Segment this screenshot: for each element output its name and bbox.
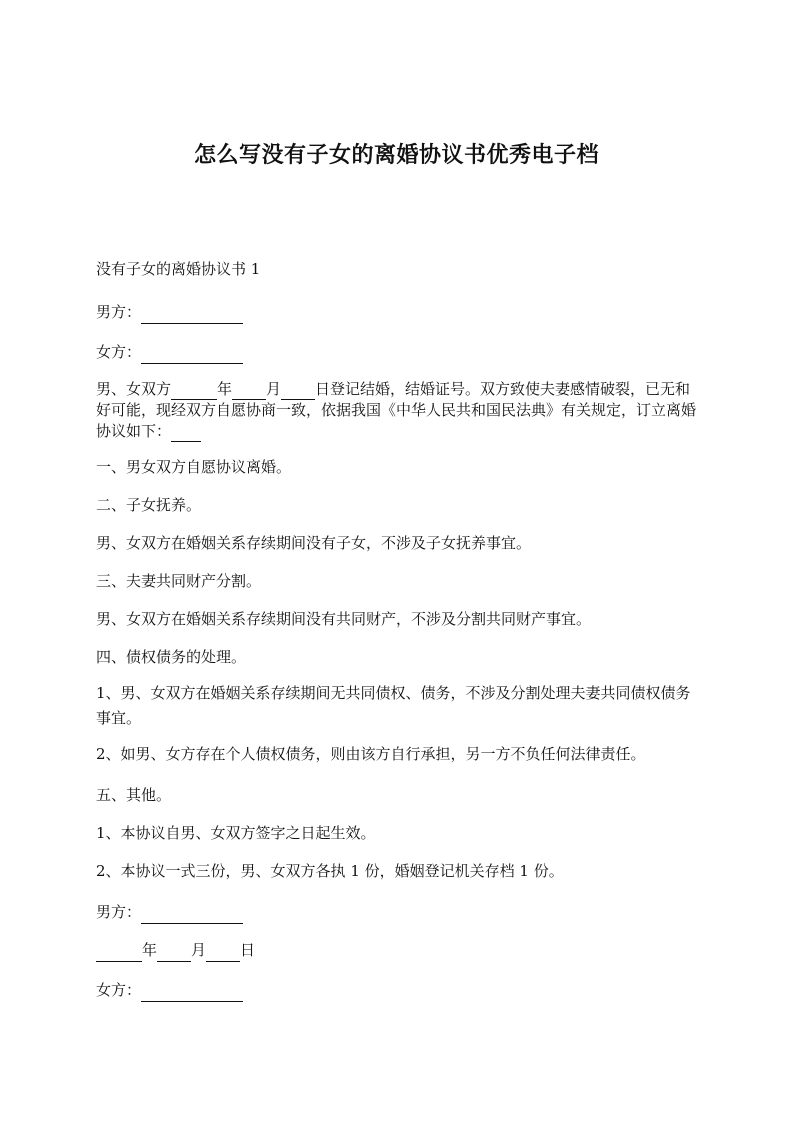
woman-label: 女方： <box>96 981 142 999</box>
document-body <box>96 258 696 1002</box>
date-day-blank <box>206 944 240 962</box>
date-month: 月 <box>191 941 207 959</box>
section-line: 男、女双方在婚姻关系存续期间没有子女，不涉及子女抚养事宜。 <box>96 534 532 552</box>
section-line: 二、子女抚养。 <box>96 496 202 514</box>
section-line: 五、其他。 <box>96 786 172 804</box>
date-line <box>96 939 696 962</box>
intro-month-blank <box>232 382 266 400</box>
intro-part2: 日登记结婚，结婚证号。双方致使夫妻感情破裂，已无和好可能，现经双方自愿协商一致，依据我国《中华人民共和国民法典》有关规定，订立离婚协议如下： <box>96 380 697 440</box>
section-line: 一、男女双方自愿协议离婚。 <box>96 458 292 476</box>
woman-signature-line <box>96 979 696 1002</box>
section-line: 1、男、女双方在婚姻关系存续期间无共同债权、债务，不涉及分割处理夫妻共同债权债务事宜。 <box>96 684 691 727</box>
date-year-blank <box>96 944 142 962</box>
document-title: 怎么写没有子女的离婚协议书优秀电子档 <box>193 143 599 168</box>
section-line: 三、夫妻共同财产分割。 <box>96 572 262 590</box>
man-final-signature-blank <box>141 906 243 924</box>
section-line: 2、本协议一式三份，男、女双方各执 1 份，婚姻登记机关存档 1 份。 <box>96 862 564 880</box>
man-signature-blank <box>141 306 243 324</box>
date-month-blank <box>157 944 191 962</box>
date-day: 日 <box>240 941 256 959</box>
man-label: 男方： <box>96 903 142 921</box>
woman-signature-blank <box>141 346 243 364</box>
section-line: 男、女双方在婚姻关系存续期间没有共同财产，不涉及分割共同财产事宜。 <box>96 610 592 628</box>
man-party-line <box>96 301 696 324</box>
section-line: 四、债权债务的处理。 <box>96 648 247 666</box>
intro-year: 年 <box>217 380 233 398</box>
agreement-heading: 没有子女的离婚协议书 1 <box>96 260 261 278</box>
intro-month: 月 <box>266 380 282 398</box>
date-year: 年 <box>142 941 158 959</box>
woman-final-signature-blank <box>141 984 243 1002</box>
intro-paragraph <box>96 379 696 442</box>
man-signature-line <box>96 901 696 924</box>
intro-day-blank <box>281 382 315 400</box>
section-line: 1、本协议自男、女双方签字之日起生效。 <box>96 824 376 842</box>
intro-tail-blank <box>171 424 201 442</box>
intro-year-blank <box>171 382 217 400</box>
section-line: 2、如男、女方存在个人债权债务，则由该方自行承担，另一方不负任何法律责任。 <box>96 745 646 763</box>
woman-label: 女方： <box>96 343 142 361</box>
intro-part1: 男、女双方 <box>96 380 172 398</box>
man-label: 男方： <box>96 303 142 321</box>
woman-party-line <box>96 341 696 364</box>
